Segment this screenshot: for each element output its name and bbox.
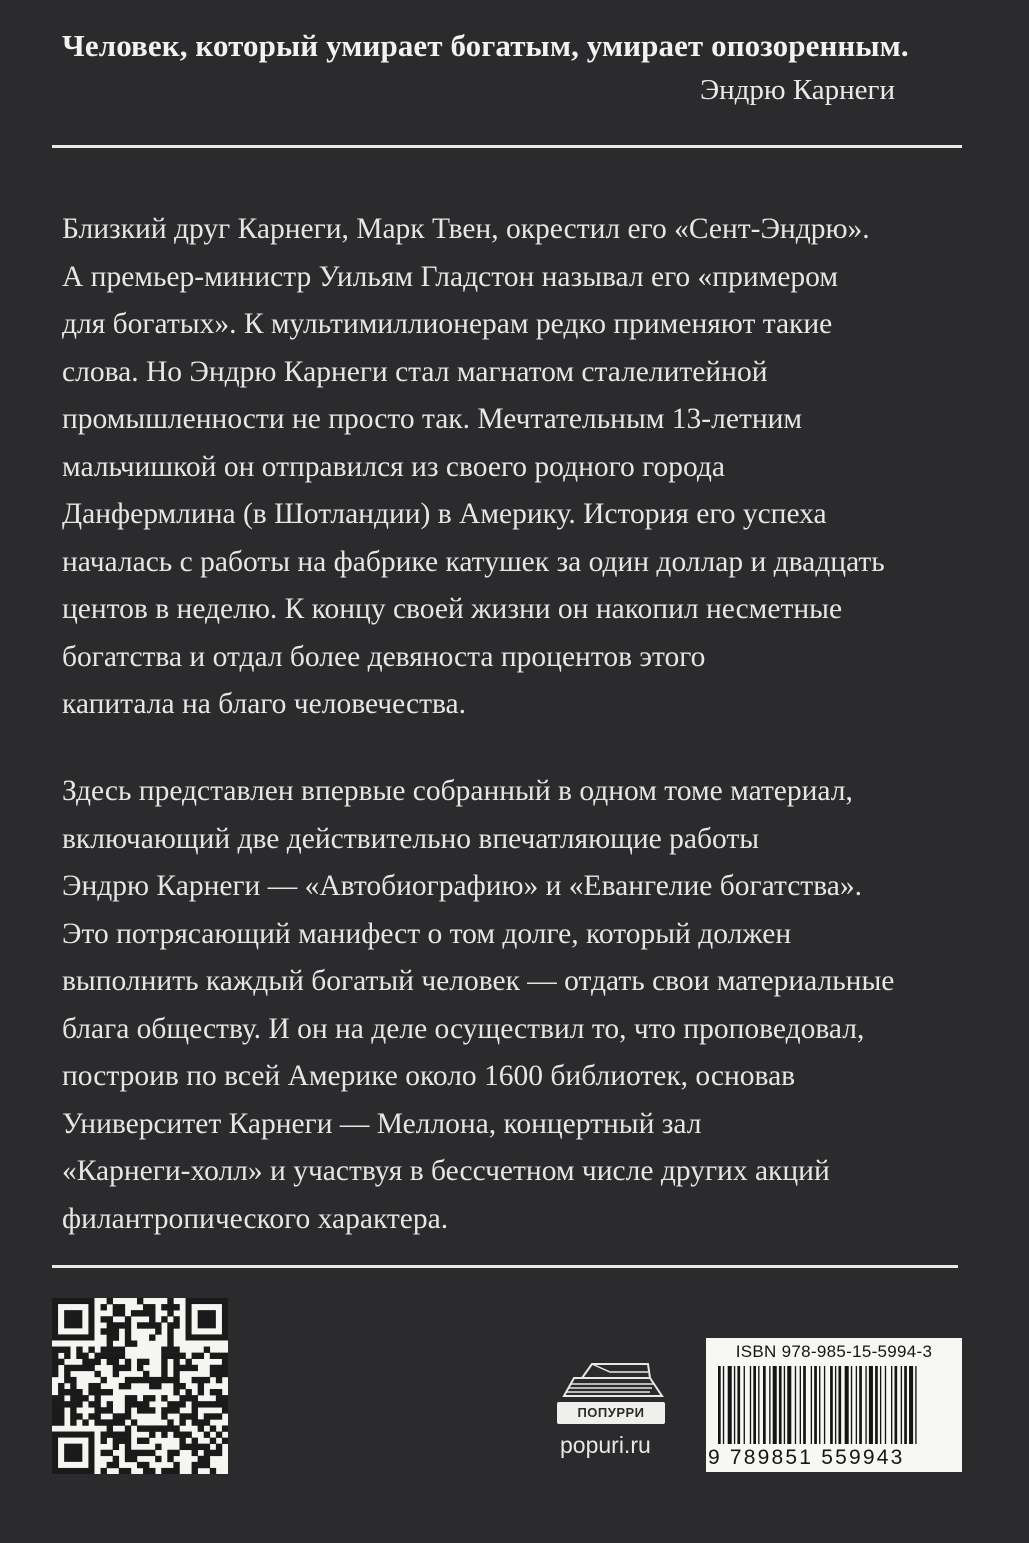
quote: Человек, который умирает богатым, умирает опозоренным. — [62, 28, 909, 63]
text-line: включающий две действительно впечатляющие работы — [62, 822, 760, 855]
text-line: центов в неделю. К концу своей жизни он накопил несметные — [62, 593, 843, 625]
publisher-website: popuri.ru — [560, 1432, 651, 1458]
isbn-label: ISBN 978-985-15-5994-3 — [735, 1342, 933, 1361]
text-line: Данфермлина (в Шотландии) в Америку. История его успеха — [62, 498, 827, 530]
text-line: блага обществу. И он на деле осуществил то, что проповедовал, — [62, 1012, 865, 1045]
text-line: построив по всей Америке около 1600 библиотек, основав — [62, 1060, 796, 1092]
divider-bottom — [52, 1265, 958, 1268]
divider-top — [52, 145, 962, 148]
quote-author: Эндрю Карнеги — [700, 74, 895, 106]
text-line: филантропического характера. — [62, 1202, 449, 1235]
text-line: А премьер-министр Уильям Гладстон называл его «примером — [62, 260, 839, 293]
text-line: капитала на благо человечества. — [62, 688, 466, 720]
text-line: началась с работы на фабрике катушек за один доллар и двадцать — [62, 545, 885, 578]
publisher-logo-label: ПОПУРРИ — [557, 1402, 665, 1424]
text-line: промышленности не просто так. Мечтательным 13-летним — [62, 403, 803, 435]
barcode — [706, 1338, 962, 1472]
text-line: Близкий друг Карнеги, Марк Твен, окрестил его «Сент-Эндрю». — [62, 213, 870, 245]
text-line: Здесь представлен впервые собранный в одном томе материал, — [62, 775, 853, 807]
text-line: «Карнеги-холл» и участвуя в бессчетном числе других акций — [62, 1155, 830, 1187]
barcode-bars — [714, 1366, 954, 1446]
text-line: выполнить каждый богатый человек — отдать свои материальные — [62, 965, 895, 997]
text-line: богатства и отдал более девяноста процентов этого — [62, 640, 706, 673]
qr-code — [52, 1298, 228, 1474]
description-paragraph-2 — [62, 768, 982, 1243]
text-line: мальчишкой он отправился из своего родного города — [62, 450, 725, 483]
text-line: для богатых». К мультимиллионерам редко применяют такие — [62, 308, 833, 340]
text-line: Эндрю Карнеги — «Автобиографию» и «Евангелие богатства». — [62, 870, 862, 902]
text-line: Университет Карнеги — Меллона, концертный зал — [62, 1107, 702, 1140]
text-line: слова. Но Эндрю Карнеги стал магнатом сталелитейной — [62, 355, 768, 388]
description-paragraph-1 — [62, 206, 982, 729]
text-line: Это потрясающий манифест о том долге, который должен — [62, 917, 792, 950]
ean-number: 9 789851 559943 — [708, 1446, 905, 1469]
